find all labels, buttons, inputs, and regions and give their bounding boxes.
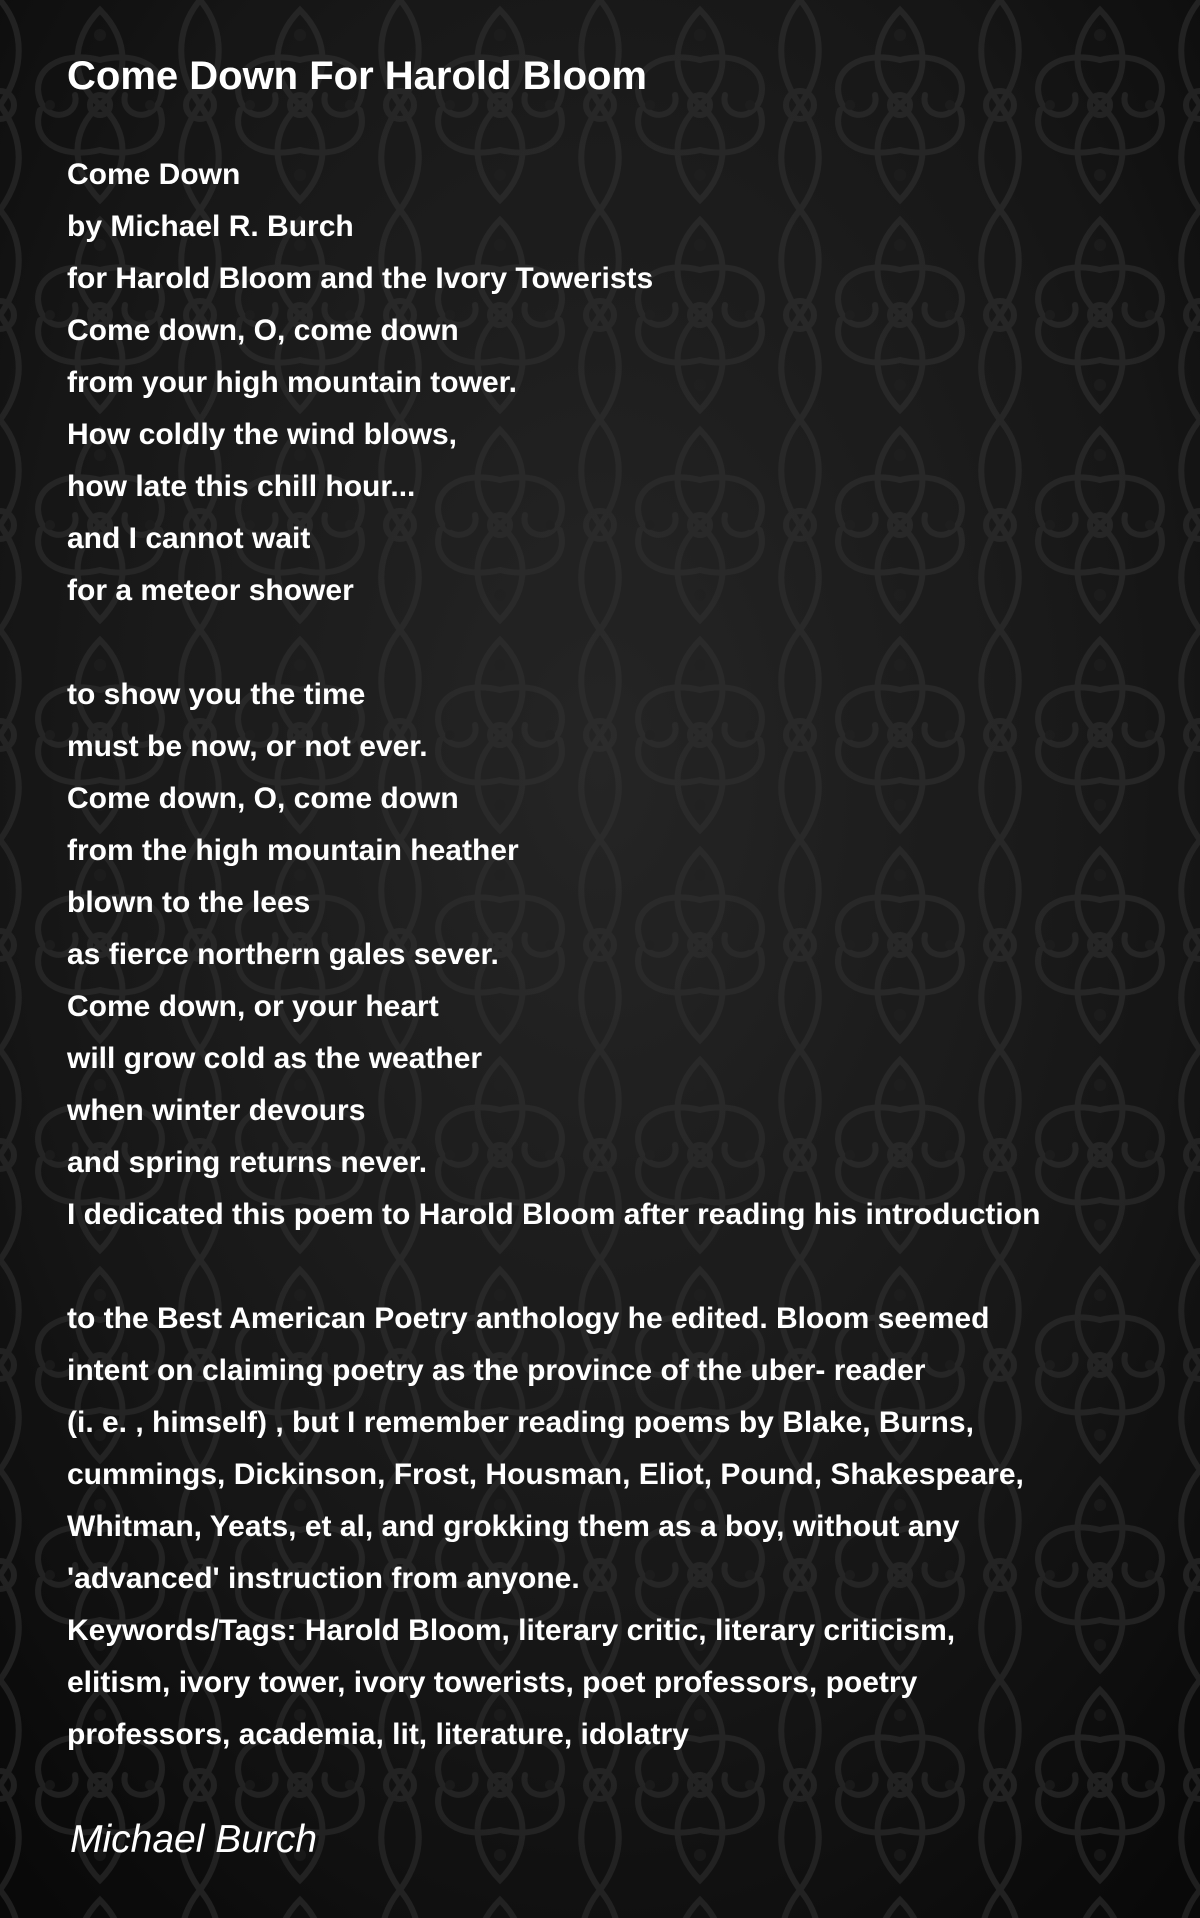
poem-line: and spring returns never. (67, 1146, 428, 1179)
poem-line: blown to the lees (67, 886, 311, 919)
poem-line: by Michael R. Burch (67, 210, 354, 243)
poem-line: from your high mountain tower. (67, 366, 517, 399)
poem-line: I dedicated this poem to Harold Bloom after reading his introduction (67, 1198, 1041, 1231)
poem-line: will grow cold as the weather (67, 1042, 483, 1075)
poem-line: to the Best American Poetry anthology he edited. Bloom seemed (67, 1302, 990, 1335)
poem-line: How coldly the wind blows, (67, 418, 458, 451)
poem-author: Michael Burch (70, 1818, 318, 1861)
poem-line: Keywords/Tags: Harold Bloom, literary critic, literary criticism, (67, 1614, 956, 1647)
poem-line: Come down, O, come down (67, 314, 459, 347)
poem-line: as fierce northern gales sever. (67, 938, 499, 971)
poem-line: from the high mountain heather (67, 834, 519, 867)
poem-line: Come Down (67, 158, 241, 191)
poem-body (67, 149, 1177, 1761)
poem-line: (i. e. , himself) , but I remember reading poems by Blake, Burns, (67, 1406, 974, 1439)
poem-line: to show you the time (67, 678, 366, 711)
poem-line: how late this chill hour... (67, 470, 416, 503)
poem-line: and I cannot wait (67, 522, 311, 555)
poem-line: professors, academia, lit, literature, idolatry (67, 1718, 689, 1751)
poem-line: 'advanced' instruction from anyone. (67, 1562, 580, 1595)
poem-title: Come Down For Harold Bloom (67, 54, 647, 98)
poem-line: cummings, Dickinson, Frost, Housman, Eliot, Pound, Shakespeare, (67, 1458, 1024, 1491)
poem-line: for a meteor shower (67, 574, 354, 607)
poem-line: Whitman, Yeats, et al, and grokking them as a boy, without any (67, 1510, 960, 1543)
stanza-3 (67, 1293, 1177, 1761)
poem-line: for Harold Bloom and the Ivory Towerists (67, 262, 654, 295)
stanza-break (67, 1241, 1177, 1293)
stanza-2 (67, 669, 1177, 1241)
poem-line: elitism, ivory tower, ivory towerists, poet professors, poetry (67, 1666, 918, 1699)
poem-line: when winter devours (67, 1094, 366, 1127)
poem-line: must be now, or not ever. (67, 730, 428, 763)
stanza-1 (67, 149, 1177, 617)
poem-line: intent on claiming poetry as the province of the uber- reader (67, 1354, 926, 1387)
stanza-break (67, 617, 1177, 669)
poem-line: Come down, O, come down (67, 782, 459, 815)
poem-line: Come down, or your heart (67, 990, 439, 1023)
